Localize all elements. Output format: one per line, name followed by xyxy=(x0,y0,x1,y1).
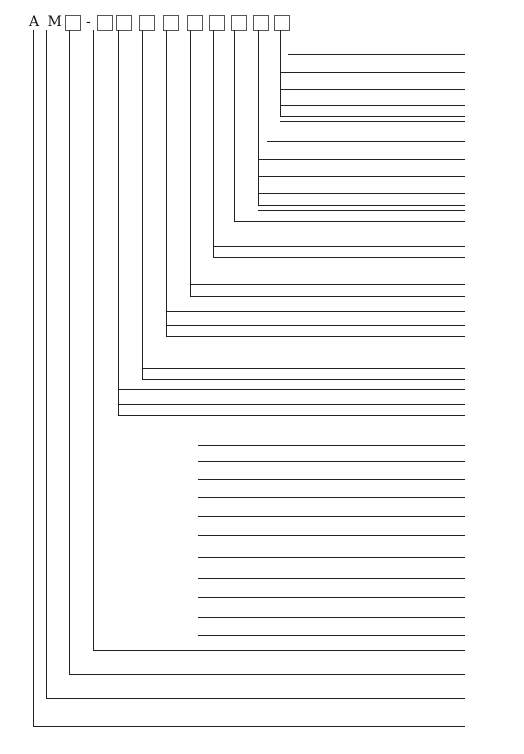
row-divider xyxy=(213,246,465,247)
row-divider xyxy=(198,557,465,558)
row-divider xyxy=(198,635,465,636)
row-divider xyxy=(166,325,465,326)
code-slot-box xyxy=(274,15,290,31)
connector-line xyxy=(69,30,70,674)
group-baseline xyxy=(166,336,465,337)
row-divider xyxy=(198,597,465,598)
connector-line xyxy=(142,30,143,379)
group-baseline xyxy=(142,379,465,380)
row-divider xyxy=(288,54,465,55)
group-baseline xyxy=(190,296,465,297)
group-baseline xyxy=(93,650,465,651)
code-slot-box xyxy=(116,15,132,31)
group-baseline xyxy=(46,698,465,699)
row-divider xyxy=(198,497,465,498)
row-divider xyxy=(118,404,465,405)
row-divider xyxy=(166,311,465,312)
connector-line xyxy=(46,30,47,698)
code-slot-box xyxy=(163,15,179,31)
row-divider xyxy=(190,284,465,285)
group-baseline xyxy=(33,726,465,727)
code-slot-box xyxy=(231,15,247,31)
code-slot-box xyxy=(187,15,203,31)
connector-line xyxy=(234,30,235,221)
row-divider xyxy=(198,516,465,517)
code-slot-box xyxy=(65,15,81,31)
row-divider xyxy=(258,193,465,194)
row-divider xyxy=(280,89,465,90)
group-baseline xyxy=(213,257,465,258)
row-divider xyxy=(198,445,465,446)
group-baseline xyxy=(280,116,465,117)
model-prefix: A M xyxy=(29,14,64,30)
code-slot-box xyxy=(97,15,113,31)
row-divider xyxy=(280,121,465,122)
row-divider xyxy=(198,479,465,480)
connector-line xyxy=(33,30,34,726)
row-divider xyxy=(280,72,465,73)
connector-line xyxy=(93,30,94,650)
connector-line xyxy=(280,30,281,116)
connector-line xyxy=(190,30,191,296)
code-slot-box xyxy=(253,15,269,31)
group-baseline xyxy=(258,205,465,206)
group-baseline xyxy=(118,415,465,416)
model-dash: - xyxy=(86,14,91,30)
row-divider xyxy=(118,389,465,390)
row-divider xyxy=(198,617,465,618)
code-slot-box xyxy=(209,15,225,31)
row-divider xyxy=(198,461,465,462)
connector-line xyxy=(213,30,214,257)
row-divider xyxy=(198,578,465,579)
row-divider xyxy=(258,210,465,211)
group-baseline xyxy=(234,221,465,222)
connector-line xyxy=(166,30,167,336)
row-divider xyxy=(198,535,465,536)
connector-line xyxy=(258,30,259,205)
row-divider xyxy=(280,105,465,106)
code-slot-box xyxy=(139,15,155,31)
row-divider xyxy=(142,368,465,369)
row-divider xyxy=(258,159,465,160)
row-divider xyxy=(267,141,465,142)
connector-line xyxy=(118,30,119,415)
group-baseline xyxy=(69,674,465,675)
row-divider xyxy=(258,176,465,177)
